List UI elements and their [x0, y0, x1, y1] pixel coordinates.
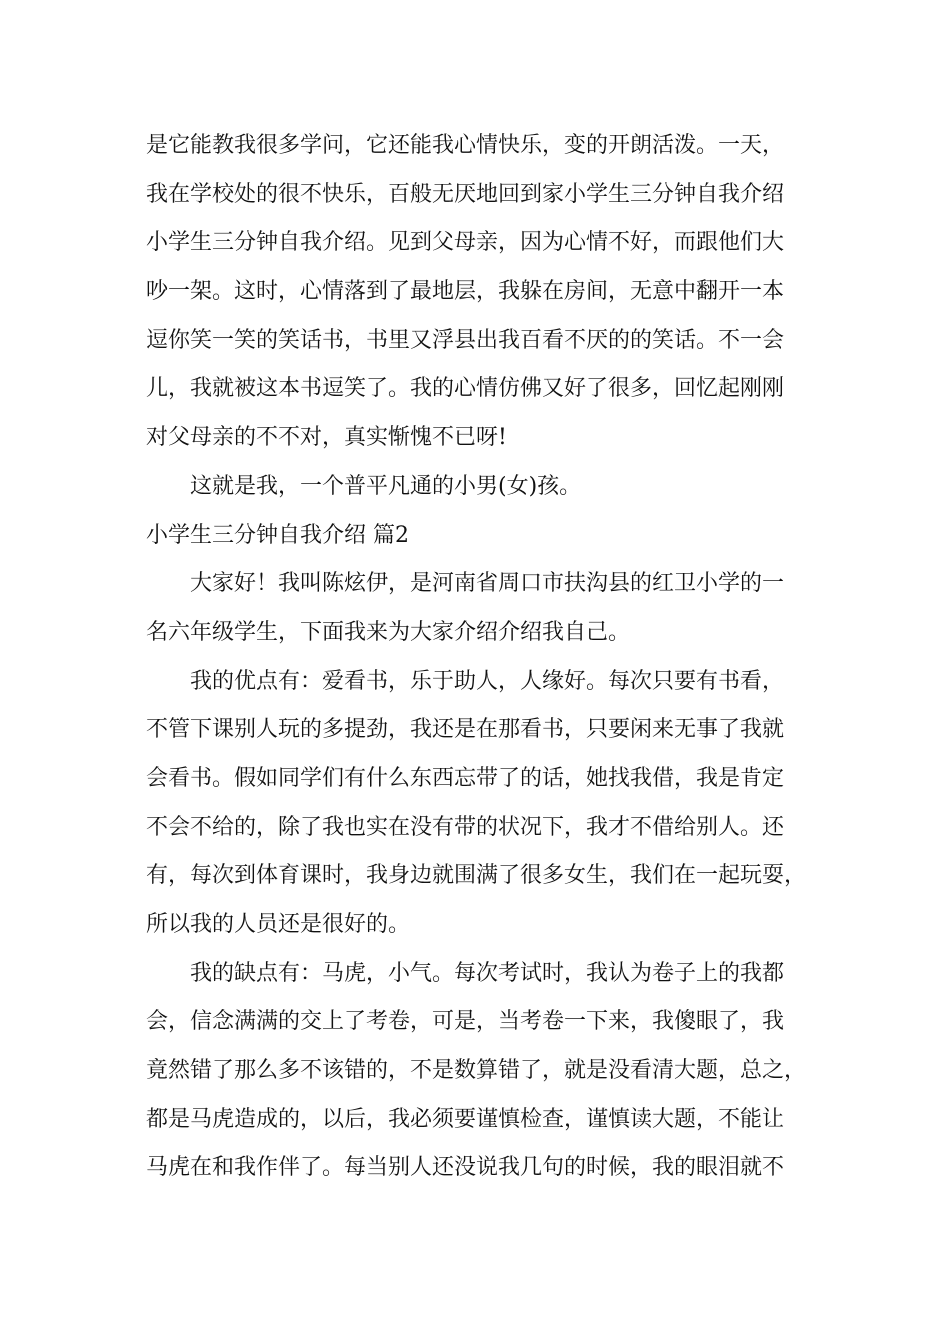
text-line: 逗你笑一笑的笑话书，书里又浮县出我百看不厌的的笑话。不一会 — [146, 327, 785, 353]
text-line: 吵一架。这时，心情落到了最地层，我躲在房间，无意中翻开一本 — [146, 279, 785, 305]
text-line: 所以我的人员还是很好的。 — [146, 912, 411, 937]
paragraph-line: 我的优点有：爱看书，乐于助人，人缘好。每次只要有书看， — [190, 668, 785, 694]
text-line: 我在学校处的很不快乐，百般无厌地回到家小学生三分钟自我介绍 — [146, 181, 785, 207]
text-line: 儿，我就被这本书逗笑了。我的心情仿佛又好了很多，回忆起刚刚 — [146, 376, 785, 402]
text-line: 有，每次到体育课时，我身边就围满了很多女生，我们在一起玩耍， — [146, 863, 807, 889]
text-line: 不会不给的，除了我也实在没有带的状况下，我才不借给别人。还 — [146, 814, 785, 840]
text-line: 会看书。假如同学们有什么东西忘带了的话，她找我借，我是肯定 — [146, 765, 785, 791]
text-line: 都是马虎造成的，以后，我必须要谨慎检查，谨慎读大题，不能让 — [146, 1106, 785, 1132]
section-heading: 小学生三分钟自我介绍 篇2 — [146, 522, 409, 548]
paragraph-line: 这就是我，一个普平凡通的小男(女)孩。 — [190, 473, 582, 499]
text-line: 不管下课别人玩的多提劲，我还是在那看书，只要闲来无事了我就 — [146, 717, 785, 743]
text-line: 是它能教我很多学问，它还能我心情快乐，变的开朗活泼。一天， — [146, 133, 785, 158]
text-line: 会，信念满满的交上了考卷，可是，当考卷一下来，我傻眼了，我 — [146, 1009, 785, 1035]
text-line: 名六年级学生，下面我来为大家介绍介绍我自己。 — [146, 619, 631, 645]
text-line: 对父母亲的不不对，真实惭愧不已呀! — [146, 425, 507, 451]
text-line: 马虎在和我作伴了。每当别人还没说我几句的时候，我的眼泪就不 — [146, 1155, 785, 1181]
text-line: 竟然错了那么多不该错的，不是数算错了，就是没看清大题，总之， — [146, 1058, 807, 1084]
text-line: 小学生三分钟自我介绍。见到父母亲，因为心情不好，而跟他们大 — [146, 230, 785, 256]
paragraph-line: 我的缺点有：马虎，小气。每次考试时，我认为卷子上的我都 — [190, 960, 785, 986]
document-body — [146, 122, 826, 1193]
paragraph-line: 大家好！我叫陈炫伊，是河南省周口市扶沟县的红卫小学的一 — [190, 571, 785, 597]
